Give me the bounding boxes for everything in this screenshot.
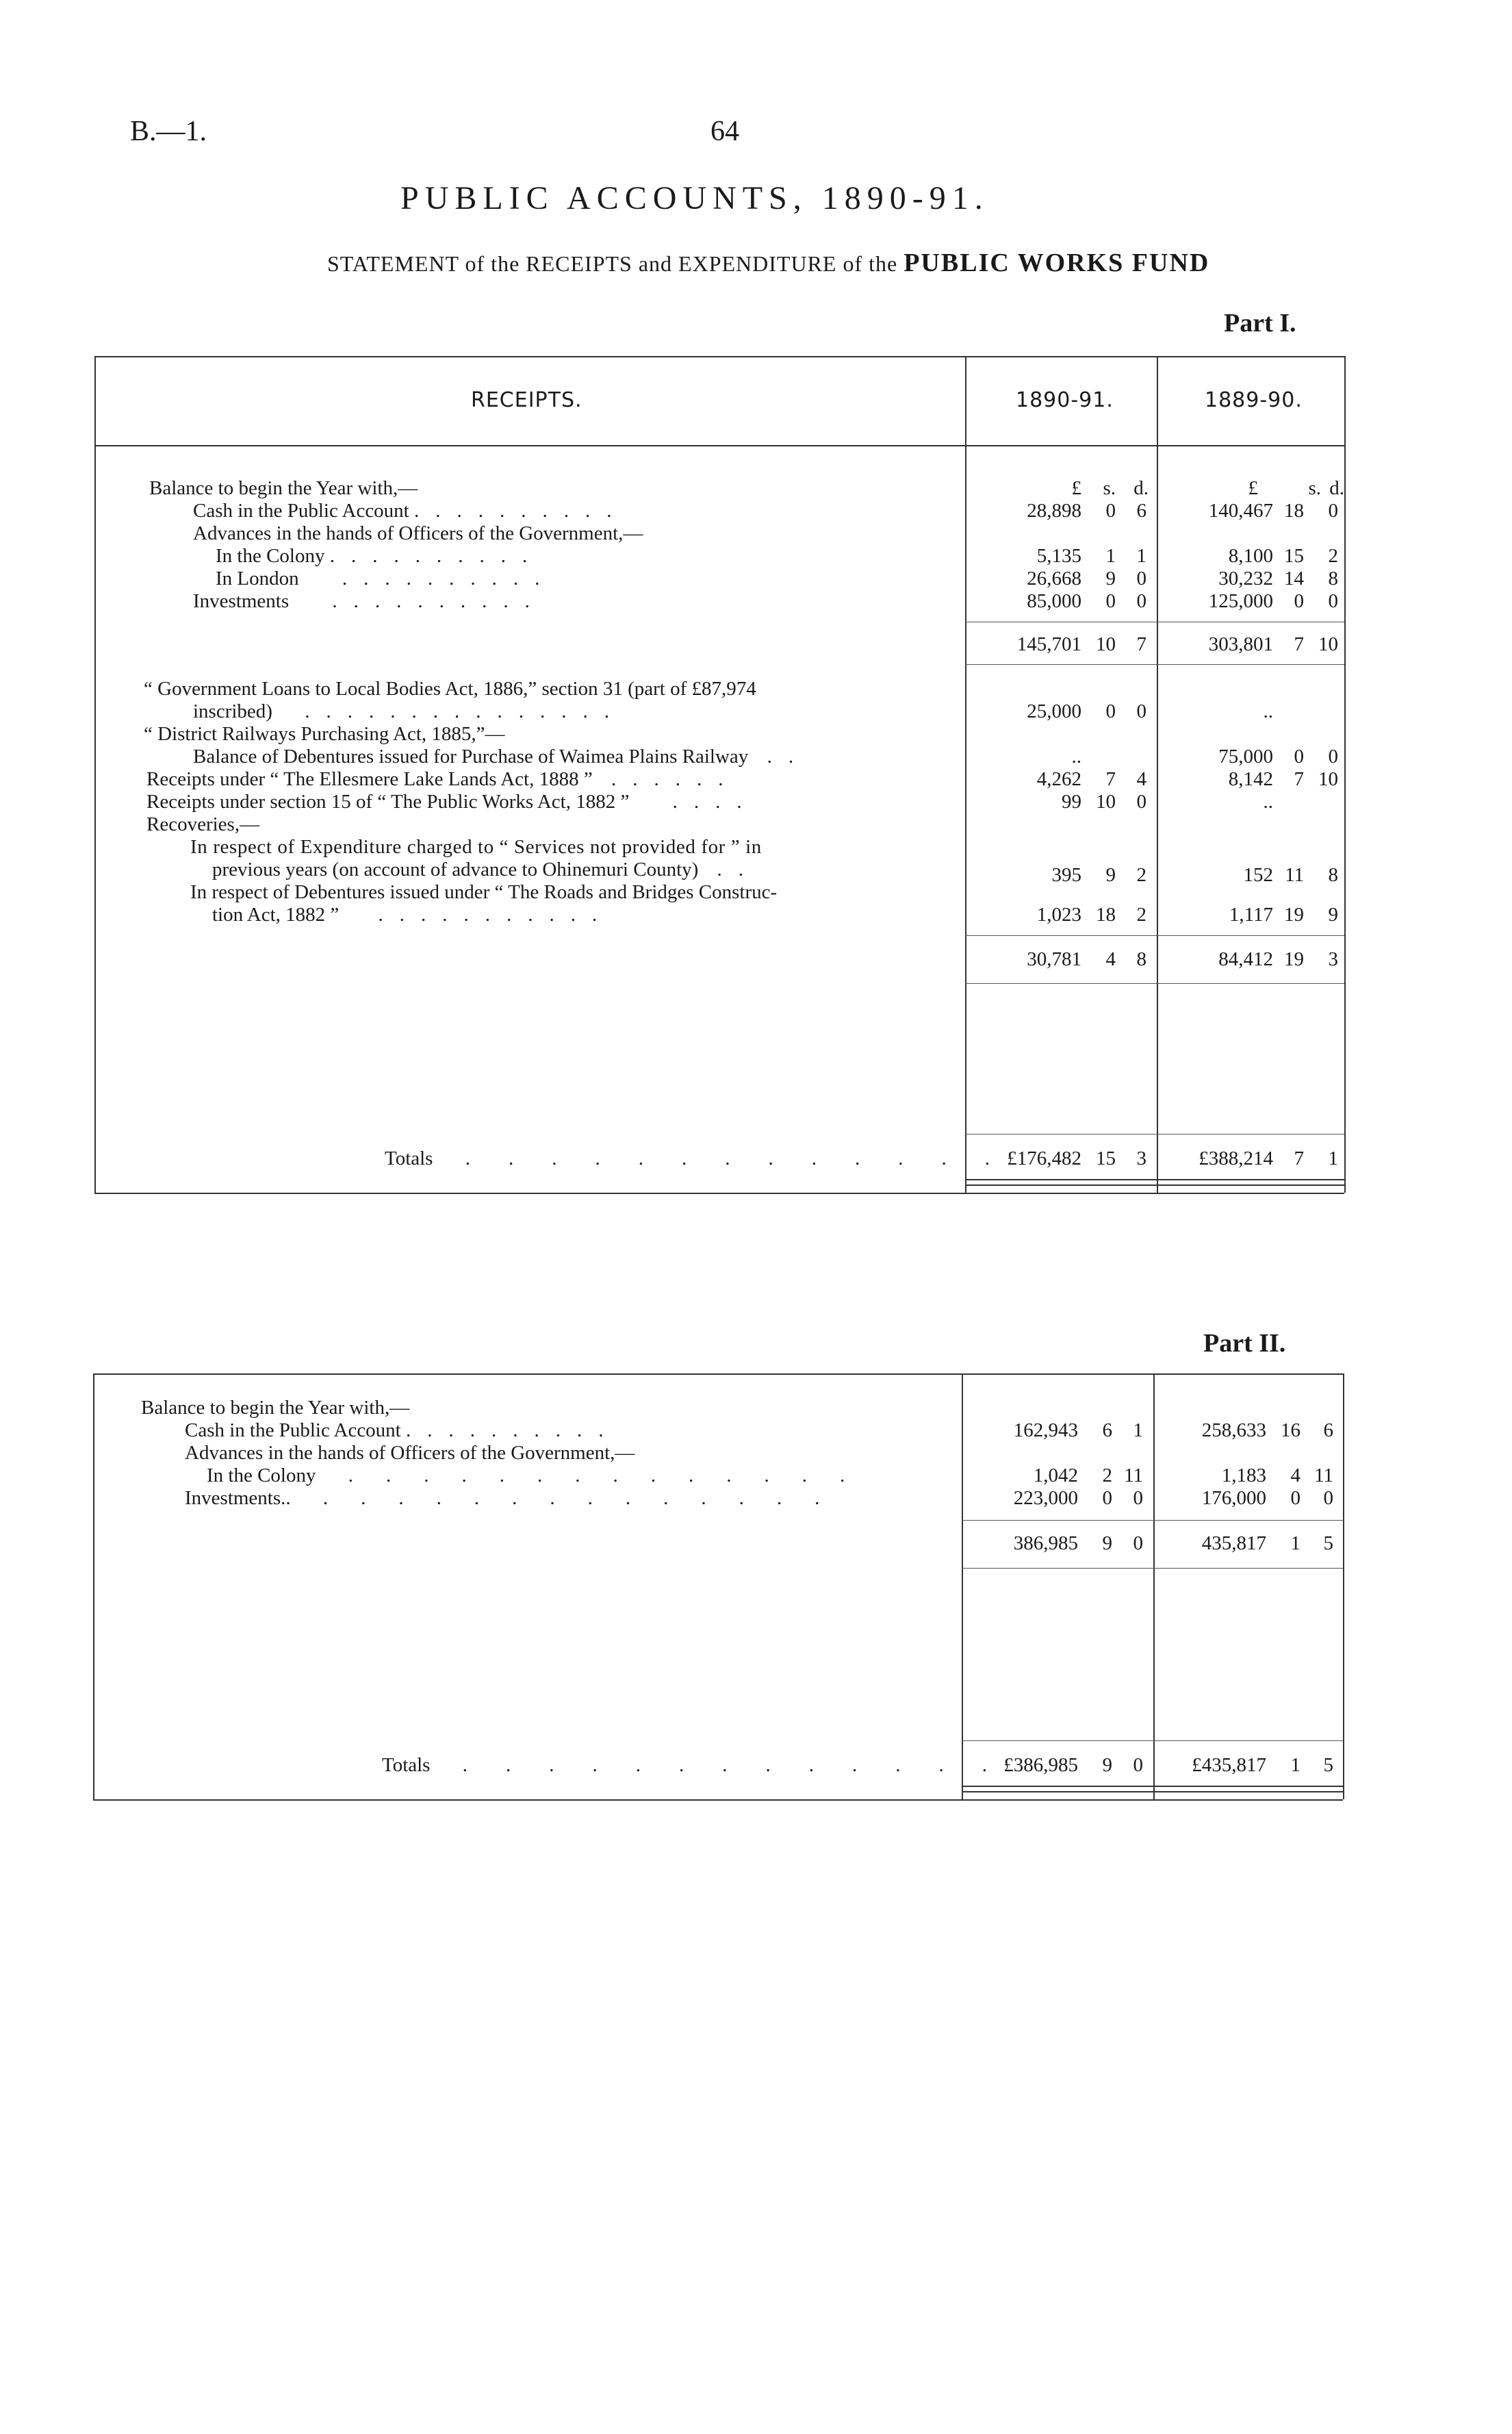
leader-dots: ...... [611,768,740,790]
amount-shillings: 19 [1284,904,1304,926]
amount-shillings: 2 [1102,1465,1112,1486]
part-one-label: Part I. [1224,309,1296,338]
leader-dots: .............. [348,1465,878,1486]
amount-pounds: 1,117 [1229,904,1273,926]
amount-pounds: 26,668 [1027,568,1081,590]
subtotal-shillings: 19 [1284,948,1304,970]
amount-pence: 8 [1328,864,1338,886]
amount-pounds: 8,142 [1228,768,1273,790]
amount-pence: 6 [1323,1419,1333,1441]
subtotal-rule [1153,1520,1343,1521]
amount-pence: 0 [1136,700,1146,722]
unit-pound: £ [1071,477,1081,499]
leader-dots: ............... [305,700,626,722]
amount-pounds: 176,000 [1201,1487,1266,1509]
receipt-row-label: Balance to begin the Year with,— [149,477,418,499]
amount-pence: 2 [1136,864,1146,886]
amount-shillings: 15 [1284,545,1304,567]
receipt-row-label: Advances in the hands of Officers of the Government,— [193,522,643,544]
leader-dots: .............. [322,1487,853,1509]
subtotal-shillings: 4 [1105,948,1116,970]
receipt-row-label: Recoveries,— [146,813,260,835]
amount-pence: 4 [1136,768,1146,790]
row-text: In the Colony [207,1465,316,1486]
amount-pence: 0 [1328,590,1338,612]
part2-row-label [185,1487,852,1510]
amount-pounds: 30,232 [1218,568,1273,590]
amount-pounds: 152 [1243,864,1273,886]
part2-row-label: Balance to begin the Year with,— [141,1397,410,1419]
amount-shillings: 7 [1105,768,1116,790]
amount-shillings: 18 [1096,904,1116,926]
amount-shillings: 11 [1285,864,1304,886]
amount-shillings: 6 [1102,1419,1112,1441]
subtotal-pounds: 386,985 [1013,1532,1078,1554]
totals-text: Totals [385,1148,433,1169]
part2-row-label: Advances in the hands of Officers of the Government,— [185,1442,635,1464]
amount-pence: 6 [1136,500,1146,522]
amount-pounds: 4,262 [1036,768,1081,790]
row-text: previous years (on account of advance to Ohinemuri County) [212,859,699,880]
amount-shillings: 18 [1284,500,1304,522]
amount-pounds: 25,000 [1027,700,1081,722]
row-text: Investments [193,590,290,612]
table-bottom-rule [93,1799,1343,1801]
amount-pence: 11 [1314,1465,1333,1486]
subtotal-pence: 5 [1323,1532,1333,1554]
amount-pounds: .. [1263,791,1273,813]
unit-pence: d. [1329,477,1344,499]
subtotal-pence: 3 [1328,948,1338,970]
total-pounds: £176,482 [1007,1148,1081,1169]
amount-pence: 11 [1124,1465,1143,1486]
amount-shillings: 1 [1105,545,1116,567]
leader-dots: .. [717,859,760,880]
amount-shillings: 0 [1105,500,1116,522]
amount-pence: 0 [1136,568,1146,590]
row-text: In London [216,568,299,590]
subtotal-pence: 10 [1318,633,1338,655]
amount-pounds: 125,000 [1208,590,1273,612]
double-rule [962,1786,1343,1787]
part-two-label: Part II. [1203,1329,1286,1358]
amount-pence: 0 [1328,500,1338,522]
subtitle-fund-name: PUBLIC WORKS FUND [904,249,1210,277]
amount-shillings: 14 [1284,568,1304,590]
amount-shillings: 9 [1105,568,1116,590]
year-1890-91-header: 1890-91. [1016,388,1114,412]
subtotal-rule [962,1520,1153,1521]
amount-shillings: 4 [1290,1465,1300,1486]
amount-shillings: 0 [1105,590,1116,612]
total-pounds: £388,214 [1199,1148,1273,1169]
amount-pounds: 99 [1062,791,1081,813]
amount-shillings: 16 [1281,1419,1300,1441]
subtotal-rule [962,1568,1153,1569]
subtotal-pounds: 30,781 [1027,948,1081,970]
amount-pounds: 5,135 [1036,545,1081,567]
amount-pounds: 395 [1051,864,1081,886]
leader-dots: ........... [378,904,614,926]
leader-dots: .......... [342,568,556,590]
table-left-rule [93,1373,94,1799]
total-pence: 5 [1323,1754,1333,1776]
row-text: Receipts under section 15 of “ The Public Works Act, 1882 ” [146,791,630,813]
total-shillings: 9 [1102,1754,1112,1776]
receipt-row-label: “ District Railways Purchasing Act, 1885,”— [144,723,505,745]
subtotal-pounds: 84,412 [1218,948,1273,970]
unit-pound: £ [1248,477,1258,499]
unit-shilling: s. [1103,477,1116,499]
amount-pounds: 258,633 [1201,1419,1266,1441]
total-pounds: £386,985 [1003,1754,1078,1776]
receipt-row-label: “ Government Loans to Local Bodies Act, 1886,” section 31 (part of £87,974 [144,678,756,700]
total-pounds: £435,817 [1192,1754,1266,1776]
amount-shillings: 0 [1290,1487,1300,1509]
amount-pence: 0 [1323,1487,1333,1509]
receipt-row-label: In respect of Expenditure charged to “ Services not provided for ” in [190,836,762,858]
subtotal-rule [1153,1568,1343,1569]
page-title: PUBLIC ACCOUNTS, 1890-91. [400,180,989,216]
table-top-rule [93,1373,1343,1375]
row-text: Receipts under “ The Ellesmere Lake Lands Act, 1888 ” [146,768,593,790]
subtotal-pence: 7 [1136,633,1146,655]
amount-pounds: 223,000 [1013,1487,1078,1509]
amount-pence: 2 [1136,904,1146,926]
page-number: 64 [710,116,739,147]
amount-pounds: 85,000 [1027,590,1081,612]
row-text: inscribed) [193,700,272,722]
row-text: tion Act, 1882 ” [212,904,339,926]
part2-row-label [185,1419,620,1442]
subtitle-lead: STATEMENT of the RECEIPTS and EXPENDITURE of the [327,251,898,276]
amount-pounds: .. [1071,746,1081,768]
unit-pence: d. [1133,477,1149,499]
amount-pounds: .. [1263,700,1273,722]
amount-shillings: 7 [1294,768,1304,790]
subtotal-pence: 8 [1136,948,1146,970]
totals-rule [962,1740,1343,1741]
amount-shillings: 0 [1294,590,1304,612]
document-reference: B.—1. [130,116,207,147]
totals-text: Totals [382,1754,431,1776]
leader-dots: ............. [462,1754,1025,1776]
amount-pence: 1 [1133,1419,1143,1441]
amount-pounds: 28,898 [1027,500,1081,522]
table-right-rule [1343,1373,1344,1799]
column-rule [962,1373,963,1799]
amount-pounds: 140,467 [1208,500,1273,522]
amount-pence: 0 [1328,746,1338,768]
row-text: Cash in the Public Account [193,500,409,522]
subtotal-shillings: 1 [1290,1532,1300,1554]
unit-shilling: s. [1308,477,1321,499]
total-shillings: 15 [1096,1148,1116,1169]
amount-shillings: 9 [1105,864,1116,886]
amount-pounds: 75,000 [1218,746,1273,768]
double-rule [962,1791,1343,1792]
leader-dots: .... [672,791,758,813]
subtotal-pounds: 303,801 [1208,633,1273,655]
amount-shillings: 0 [1102,1487,1112,1509]
amount-pence: 0 [1136,791,1146,813]
total-pence: 1 [1328,1148,1338,1169]
amount-pence: 2 [1328,545,1338,567]
leader-dots: .......... [332,590,546,612]
amount-pence: 1 [1136,545,1146,567]
amount-pounds: 8,100 [1228,545,1273,567]
amount-pence: 8 [1328,568,1338,590]
receipt-row-label: In respect of Debentures issued under “ The Roads and Bridges Construc- [190,881,778,903]
amount-pence: 0 [1133,1487,1143,1509]
amount-pence: 0 [1136,590,1146,612]
row-text: In the Colony [216,545,325,567]
leader-dots: .......... [329,545,544,567]
amount-pence: 10 [1318,768,1338,790]
amount-shillings: 0 [1105,700,1116,722]
year-1889-90-header: 1889-90. [1205,388,1303,412]
leader-dots: .. [767,746,810,768]
total-shillings: 7 [1294,1148,1304,1169]
subtotal-shillings: 9 [1102,1532,1112,1554]
amount-shillings: 10 [1096,791,1116,813]
total-shillings: 1 [1290,1754,1300,1776]
amount-pence: 9 [1328,904,1338,926]
totals-label [382,1754,1025,1777]
total-pence: 0 [1133,1754,1143,1776]
amount-pounds: 162,943 [1013,1419,1078,1441]
row-text: Balance of Debentures issued for Purchase of Waimea Plains Railway [193,746,749,768]
subtotal-shillings: 7 [1294,633,1304,655]
amount-pounds: 1,183 [1221,1465,1266,1486]
leader-dots: .......... [406,1419,620,1441]
row-text: Cash in the Public Account [185,1419,401,1441]
leader-dots: .......... [414,500,628,522]
subtotal-pence: 0 [1133,1532,1143,1554]
total-pence: 3 [1136,1148,1146,1169]
column-rule [1153,1373,1155,1799]
part2-row-label [207,1465,877,1487]
subtotal-pounds: 435,817 [1201,1532,1266,1554]
amount-pounds: 1,023 [1036,904,1081,926]
subtotal-shillings: 10 [1096,633,1116,655]
row-text: Investments.. [185,1487,291,1509]
leader-dots: ............. [465,1148,1028,1169]
subtotal-pounds: 145,701 [1016,633,1081,655]
amount-shillings: 0 [1294,746,1304,768]
receipts-column-header: RECEIPTS. [471,388,582,412]
amount-pounds: 1,042 [1033,1465,1078,1486]
